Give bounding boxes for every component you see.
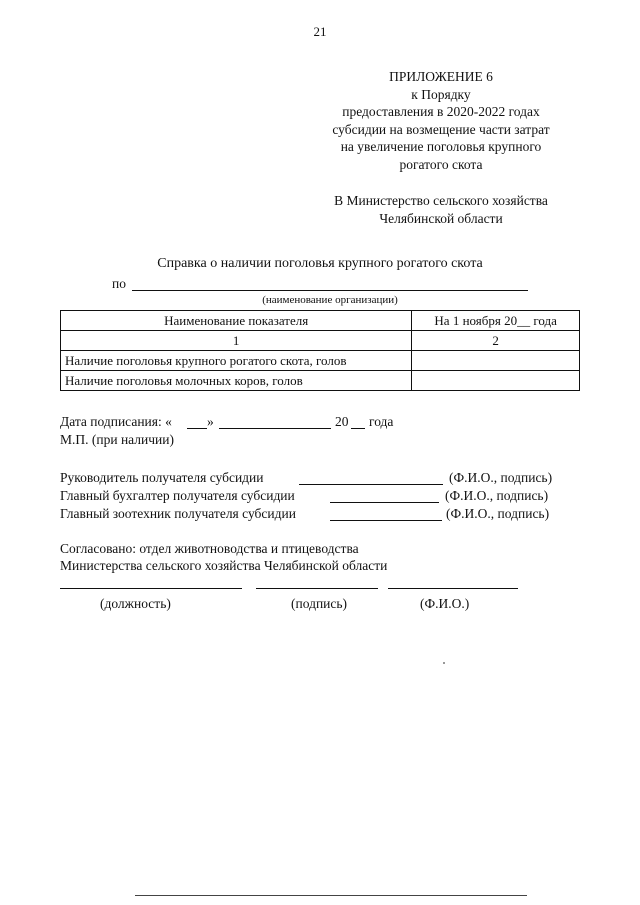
- signing-year-prefix: 20: [335, 414, 349, 429]
- appendix-line: к Порядку: [411, 86, 471, 102]
- page-number: 21: [313, 24, 327, 39]
- signatory-signature-line[interactable]: [330, 502, 439, 503]
- po-label: по: [112, 276, 126, 291]
- signature-line[interactable]: [256, 588, 378, 589]
- table-row: [61, 351, 580, 371]
- signatory-role: Главный бухгалтер получателя субсидии: [60, 488, 295, 503]
- signing-month-line[interactable]: [219, 428, 331, 429]
- signing-date-close: »: [207, 414, 214, 429]
- addressee-line: Челябинской области: [379, 211, 503, 226]
- position-line[interactable]: [60, 588, 242, 589]
- table-header-date: На 1 ноября 20__ года: [412, 311, 580, 331]
- seal-note: М.П. (при наличии): [60, 432, 174, 447]
- table-header-indicator: Наименование показателя: [61, 311, 412, 331]
- appendix-block: [300, 68, 582, 173]
- approval-line: Министерства сельского хозяйства Челябинской области: [60, 558, 388, 573]
- appendix-line: на увеличение поголовья крупного: [340, 139, 542, 154]
- signing-date-label: Дата подписания: «: [60, 414, 172, 429]
- signing-day-line[interactable]: [187, 428, 207, 429]
- addressee-line: В Министерство сельского хозяйства: [334, 193, 548, 208]
- approval-line: Согласовано: отдел животноводства и птицеводства: [60, 541, 359, 556]
- appendix-line: рогатого скота: [399, 156, 483, 172]
- table-number-row: [61, 331, 580, 351]
- livestock-table: [60, 310, 580, 391]
- signatory-hint: (Ф.И.О., подпись): [446, 506, 550, 521]
- table-cell-indicator: Наличие поголовья молочных коров, голов: [61, 371, 412, 391]
- appendix-title: ПРИЛОЖЕНИЕ 6: [389, 69, 493, 84]
- organization-caption: (наименование организации): [262, 294, 398, 306]
- organization-name-line[interactable]: [132, 290, 528, 291]
- signing-year-suffix: года: [369, 414, 394, 429]
- signatory-hint: (Ф.И.О., подпись): [449, 470, 553, 485]
- table-column-number: 1: [61, 331, 412, 351]
- appendix-line: субсидии на возмещение части затрат: [332, 121, 550, 137]
- table-cell-value[interactable]: [412, 371, 580, 391]
- signatory-signature-line[interactable]: [330, 520, 442, 521]
- signatory-role: Главный зоотехник получателя субсидии: [60, 506, 296, 521]
- appendix-line: предоставления в 2020-2022 годах: [342, 104, 540, 119]
- table-cell-value[interactable]: [412, 351, 580, 371]
- bottom-rule: [135, 895, 527, 896]
- addressee-block: [300, 192, 582, 228]
- position-caption: (должность): [100, 596, 171, 611]
- signature-caption: (подпись): [291, 596, 348, 611]
- full-name-line[interactable]: [388, 588, 518, 589]
- signing-year-line[interactable]: [351, 428, 365, 429]
- scan-speck: [443, 662, 445, 664]
- table-cell-indicator: Наличие поголовья крупного рогатого скота, голов: [61, 351, 412, 371]
- table-header-row: [61, 311, 580, 331]
- signatory-role: Руководитель получателя субсидии: [60, 470, 264, 485]
- table-row: [61, 371, 580, 391]
- table-column-number: 2: [412, 331, 580, 351]
- signatory-signature-line[interactable]: [299, 484, 443, 485]
- signatory-hint: (Ф.И.О., подпись): [445, 488, 549, 503]
- full-name-caption: (Ф.И.О.): [420, 596, 470, 611]
- certificate-title: Справка о наличии поголовья крупного рогатого скота: [157, 256, 483, 271]
